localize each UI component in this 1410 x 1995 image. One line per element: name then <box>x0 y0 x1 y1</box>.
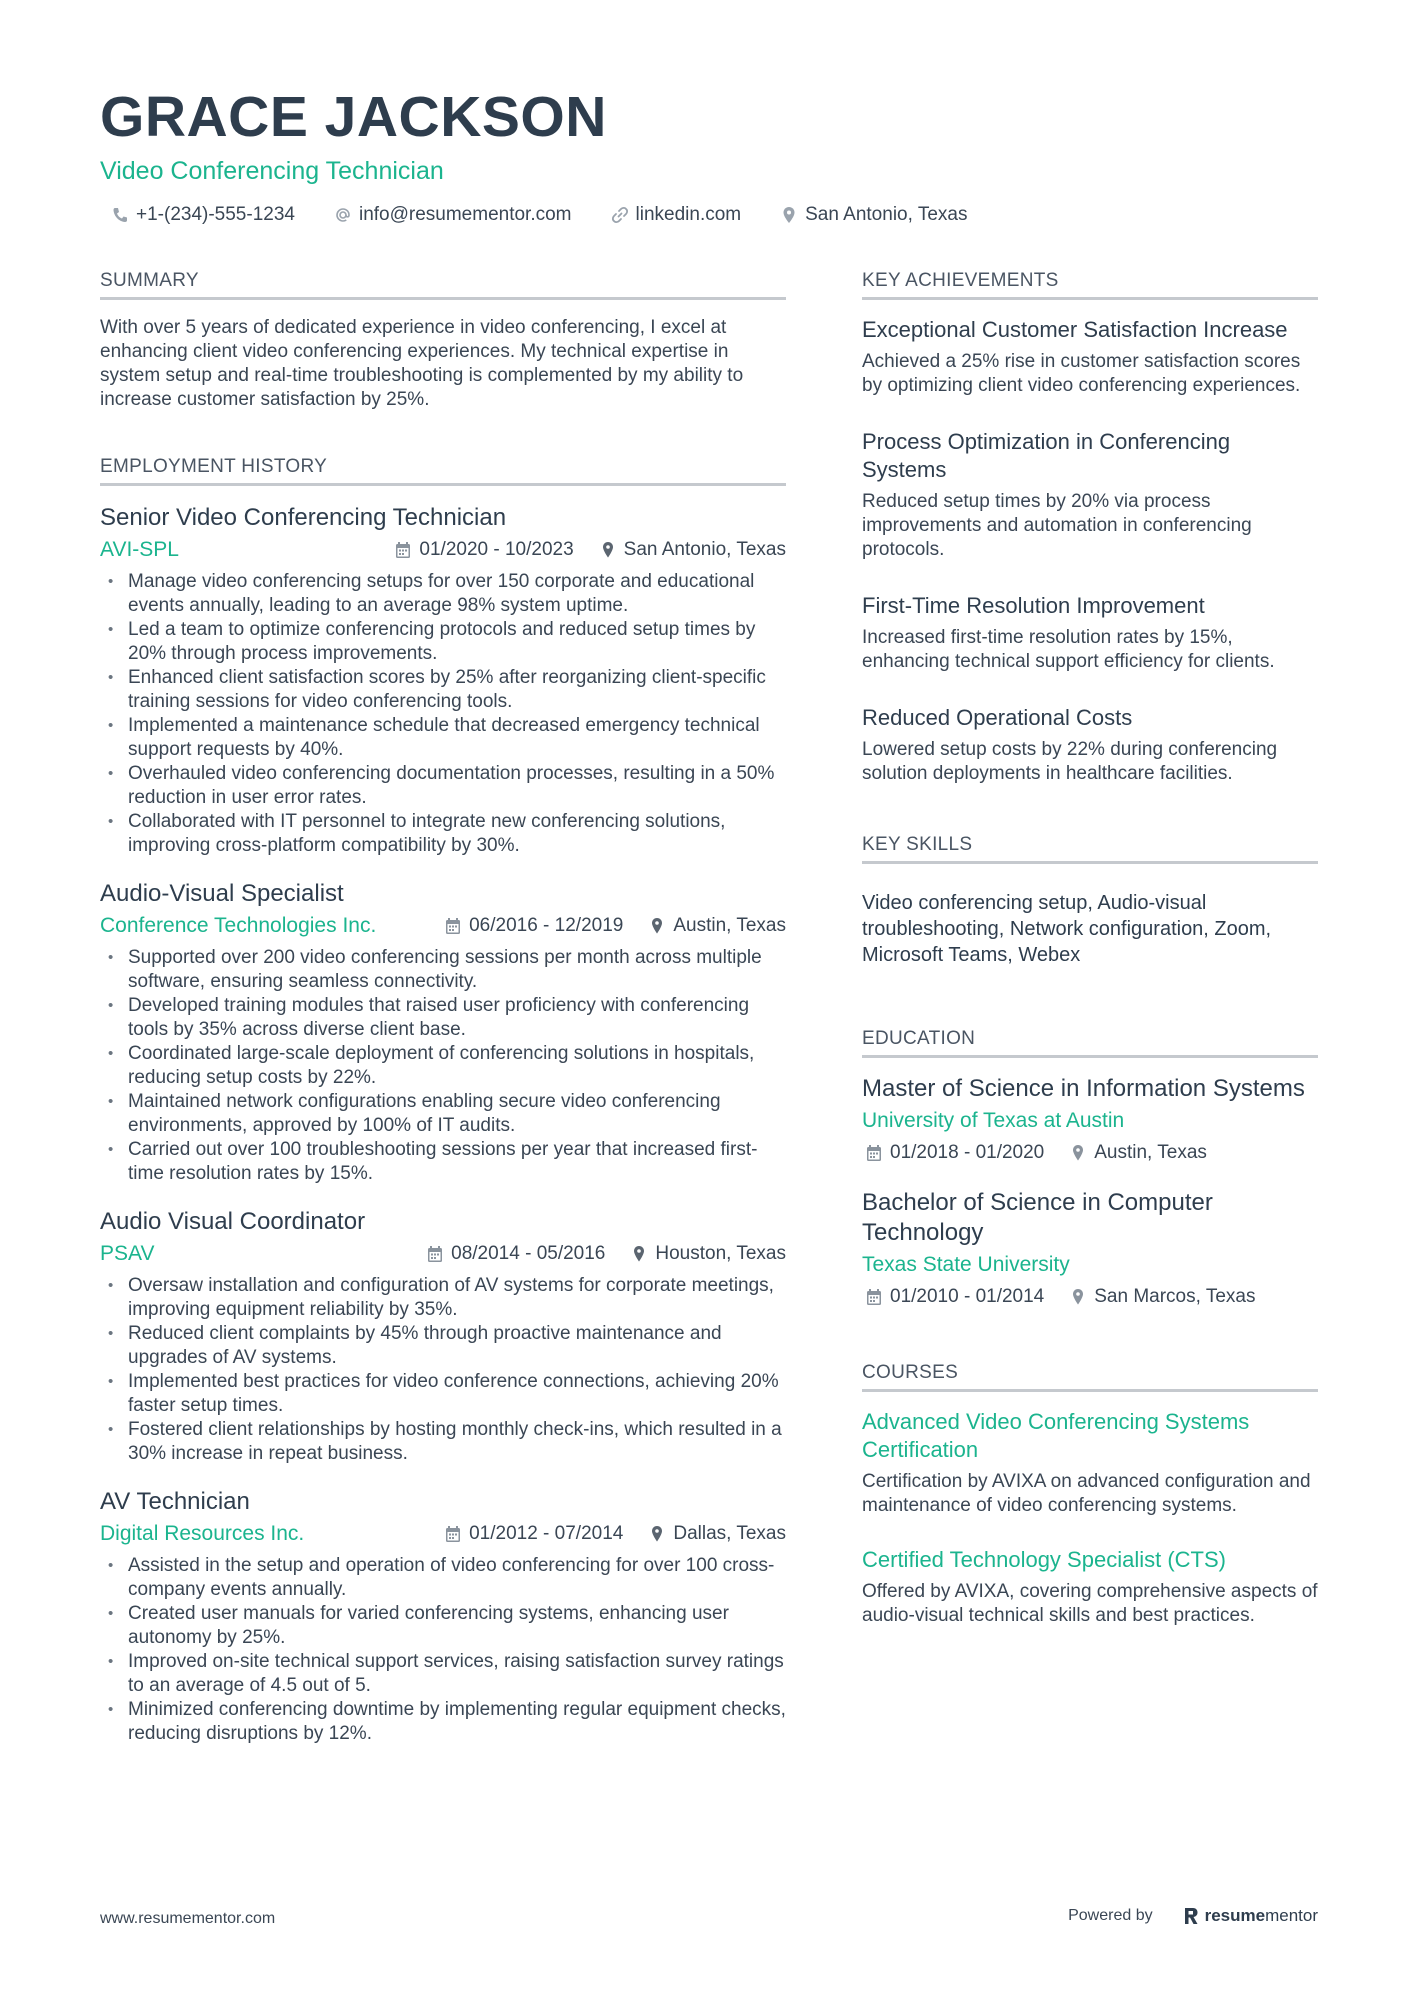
education-degree: Master of Science in Information Systems <box>862 1075 1305 1102</box>
list-item: • Coordinated large-scale deployment of conferencing solutions in hospitals, reducing setup costs by 22%. <box>100 1042 786 1090</box>
summary-heading: SUMMARY <box>100 268 786 300</box>
job-entry <box>100 878 786 1186</box>
footer-website[interactable]: www.resumementor.com <box>100 1910 276 1927</box>
achievement-desc: Achieved a 25% rise in customer satisfaction scores by optimizing client video conferencing experiences. <box>862 351 1301 396</box>
job-company: Conference Technologies Inc. <box>100 914 377 937</box>
achievement-desc: Increased first-time resolution rates by 15%, enhancing technical support efficiency for clients. <box>862 627 1275 672</box>
list-item: • Developed training modules that raised user proficiency with conferencing tools by 35% across diverse client base. <box>100 994 786 1042</box>
location-pin-icon <box>631 1245 647 1263</box>
courses-heading: COURSES <box>862 1360 1318 1392</box>
job-dates-text: 08/2014 - 05/2016 <box>451 1243 606 1264</box>
list-item: • Overhauled video conferencing documentation processes, resulting in a 50% reduction in user error rates. <box>100 762 786 810</box>
list-item: • Implemented a maintenance schedule that decreased emergency technical support requests by 40%. <box>100 714 786 762</box>
phone-text: +1-(234)-555-1234 <box>136 204 295 225</box>
location-pin-icon <box>779 205 799 225</box>
brand-suffix: mentor <box>1265 1906 1318 1925</box>
powered-by-text: Powered by <box>1068 1907 1153 1924</box>
contact-bar <box>100 204 1320 226</box>
job-dates-text: 06/2016 - 12/2019 <box>469 915 624 936</box>
list-item: • Led a team to optimize conferencing protocols and reduced setup times by 20% through process improvements. <box>100 618 786 666</box>
education-location <box>1070 1140 1207 1166</box>
job-bullets <box>100 1554 786 1746</box>
location-pin-icon <box>649 917 665 935</box>
achievements-heading: KEY ACHIEVEMENTS <box>862 268 1318 300</box>
education-heading: EDUCATION <box>862 1026 1318 1058</box>
job-company: PSAV <box>100 1242 155 1265</box>
at-sign-icon <box>333 205 353 225</box>
job-location <box>600 536 786 564</box>
achievement-desc: Lowered setup costs by 22% during conferencing solution deployments in healthcare facilities. <box>862 739 1278 784</box>
job-dates <box>427 1240 605 1268</box>
achievement-title: Process Optimization in Conferencing Systems <box>862 429 1231 482</box>
candidate-name: GRACE JACKSON <box>100 85 607 149</box>
skills-text: Video conferencing setup, Audio-visual troubleshooting, Network configuration, Zoom, Microsoft Teams, Webex <box>862 892 1272 966</box>
calendar-icon <box>427 1245 443 1263</box>
summary-text: With over 5 years of dedicated experience in video conferencing, I excel at enhancing client video conferencing experiences. My technical expertise in system setup and real-time troubleshooting is complemented by my ability to increase customer satisfaction by 25%. <box>100 317 744 410</box>
job-dates <box>445 1520 623 1548</box>
job-location-text: San Antonio, Texas <box>623 539 786 560</box>
list-item: • Oversaw installation and configuration of AV systems for corporate meetings, improving equipment reliability by 35%. <box>100 1274 786 1322</box>
candidate-title: Video Conferencing Technician <box>100 157 444 185</box>
list-item: • Implemented best practices for video conference connections, achieving 20% faster setup times. <box>100 1370 786 1418</box>
job-location <box>649 1520 786 1548</box>
resumementor-logo-icon <box>1183 1906 1199 1926</box>
job-location <box>631 1240 786 1268</box>
job-meta <box>100 1240 786 1268</box>
education-degree: Bachelor of Science in Computer Technology <box>862 1189 1213 1246</box>
contact-email[interactable] <box>323 204 572 226</box>
calendar-icon <box>866 1288 882 1306</box>
job-title: AV Technician <box>100 1488 250 1515</box>
job-entry <box>100 1206 786 1466</box>
list-item: • Created user manuals for varied conferencing systems, enhancing user autonomy by 25%. <box>100 1602 786 1650</box>
job-location-text: Dallas, Texas <box>673 1523 786 1544</box>
achievement-item <box>862 316 1318 398</box>
job-meta <box>100 1520 786 1548</box>
education-dates <box>866 1284 1044 1310</box>
job-location-text: Houston, Texas <box>655 1243 786 1264</box>
list-item: • Enhanced client satisfaction scores by 25% after reorganizing client-specific training sessions for video conferencing tools. <box>100 666 786 714</box>
job-meta-right <box>401 1240 786 1268</box>
achievement-desc: Reduced setup times by 20% via process improvements and automation in conferencing protocols. <box>862 491 1252 560</box>
linkedin-link[interactable]: linkedin.com <box>635 204 742 225</box>
education-item <box>862 1188 1318 1310</box>
education-dates <box>866 1140 1044 1166</box>
achievement-title: Exceptional Customer Satisfaction Increase <box>862 317 1288 342</box>
job-bullets <box>100 570 786 858</box>
education-location-text: San Marcos, Texas <box>1094 1286 1256 1307</box>
list-item: • Assisted in the setup and operation of video conferencing for over 100 cross-company events annually. <box>100 1554 786 1602</box>
list-item: • Maintained network configurations enabling secure video conferencing environments, approved by 100% of IT audits. <box>100 1090 786 1138</box>
contact-location <box>769 204 967 226</box>
calendar-icon <box>866 1144 882 1162</box>
list-item: • Carried out over 100 troubleshooting sessions per year that increased first-time resolution rates by 15%. <box>100 1138 786 1186</box>
achievement-item <box>862 428 1318 562</box>
education-item <box>862 1074 1318 1166</box>
brand-prefix: resume <box>1204 1906 1266 1925</box>
job-meta-right <box>437 912 786 940</box>
location-pin-icon <box>600 541 616 559</box>
job-location-text: Austin, Texas <box>673 915 786 936</box>
calendar-icon <box>395 541 411 559</box>
job-dates-text: 01/2020 - 10/2023 <box>419 539 574 560</box>
employment-heading: EMPLOYMENT HISTORY <box>100 454 786 486</box>
job-bullets <box>100 946 786 1186</box>
job-bullets <box>100 1274 786 1466</box>
job-meta <box>100 536 786 564</box>
job-entry <box>100 1486 786 1746</box>
job-meta <box>100 912 786 940</box>
list-item: • Manage video conferencing setups for over 150 corporate and educational events annually, leading to an average 98% system uptime. <box>100 570 786 618</box>
location-pin-icon <box>1070 1144 1086 1162</box>
list-item: • Reduced client complaints by 45% through proactive maintenance and upgrades of AV systems. <box>100 1322 786 1370</box>
job-dates <box>445 912 623 940</box>
education-school: University of Texas at Austin <box>862 1109 1125 1132</box>
achievement-title: First-Time Resolution Improvement <box>862 593 1205 618</box>
email-link[interactable]: info@resumementor.com <box>358 204 572 225</box>
job-title: Senior Video Conferencing Technician <box>100 504 507 531</box>
achievement-item <box>862 592 1318 674</box>
education-school: Texas State University <box>862 1253 1070 1276</box>
course-item <box>862 1408 1318 1518</box>
list-item: • Supported over 200 video conferencing sessions per month across multiple software, ensuring seamless connectivity. <box>100 946 786 994</box>
education-location-text: Austin, Texas <box>1094 1142 1207 1163</box>
education-meta <box>862 1140 1318 1166</box>
job-title: Audio Visual Coordinator <box>100 1208 366 1235</box>
location-pin-icon <box>1070 1288 1086 1306</box>
course-item <box>862 1546 1318 1628</box>
job-meta-right <box>369 536 786 564</box>
job-entry <box>100 502 786 858</box>
right-column <box>862 268 1318 1656</box>
brand-logo[interactable] <box>1183 1906 1318 1926</box>
list-item: • Fostered client relationships by hosting monthly check-ins, which resulted in a 30% increase in repeat business. <box>100 1418 786 1466</box>
list-item: • Improved on-site technical support services, raising satisfaction survey ratings to an average of 4.5 out of 5. <box>100 1650 786 1698</box>
course-desc: Certification by AVIXA on advanced configuration and maintenance of video conferencing systems. <box>862 1471 1311 1516</box>
job-company: Digital Resources Inc. <box>100 1522 305 1545</box>
phone-icon <box>110 205 130 225</box>
location-pin-icon <box>649 1525 665 1543</box>
calendar-icon <box>445 1525 461 1543</box>
achievement-title: Reduced Operational Costs <box>862 705 1133 730</box>
education-location <box>1070 1284 1255 1310</box>
job-meta-right <box>419 1520 786 1548</box>
resume-header <box>100 84 1320 226</box>
contact-phone <box>100 204 295 226</box>
list-item: • Minimized conferencing downtime by implementing regular equipment checks, reducing disruptions by 12%. <box>100 1698 786 1746</box>
education-dates-text: 01/2010 - 01/2014 <box>890 1286 1045 1307</box>
job-location <box>649 912 786 940</box>
education-dates-text: 01/2018 - 01/2020 <box>890 1142 1045 1163</box>
job-company: AVI-SPL <box>100 538 179 561</box>
job-title: Audio-Visual Specialist <box>100 880 344 907</box>
location-text: San Antonio, Texas <box>805 204 968 225</box>
course-title: Certified Technology Specialist (CTS) <box>862 1547 1226 1572</box>
list-item: • Collaborated with IT personnel to integrate new conferencing solutions, improving cross-platform compatibility by 30%. <box>100 810 786 858</box>
calendar-icon <box>445 917 461 935</box>
job-dates-text: 01/2012 - 07/2014 <box>469 1523 624 1544</box>
achievement-item <box>862 704 1318 786</box>
left-column <box>100 268 786 1766</box>
link-icon <box>610 205 630 225</box>
skills-heading: KEY SKILLS <box>862 832 1318 864</box>
contact-linkedin[interactable] <box>600 204 742 226</box>
job-dates <box>395 536 573 564</box>
course-desc: Offered by AVIXA, covering comprehensive aspects of audio-visual technical skills and best practices. <box>862 1581 1318 1626</box>
footer-branding <box>1068 1906 1318 1926</box>
course-title: Advanced Video Conferencing Systems Certification <box>862 1409 1250 1462</box>
education-meta <box>862 1284 1318 1310</box>
